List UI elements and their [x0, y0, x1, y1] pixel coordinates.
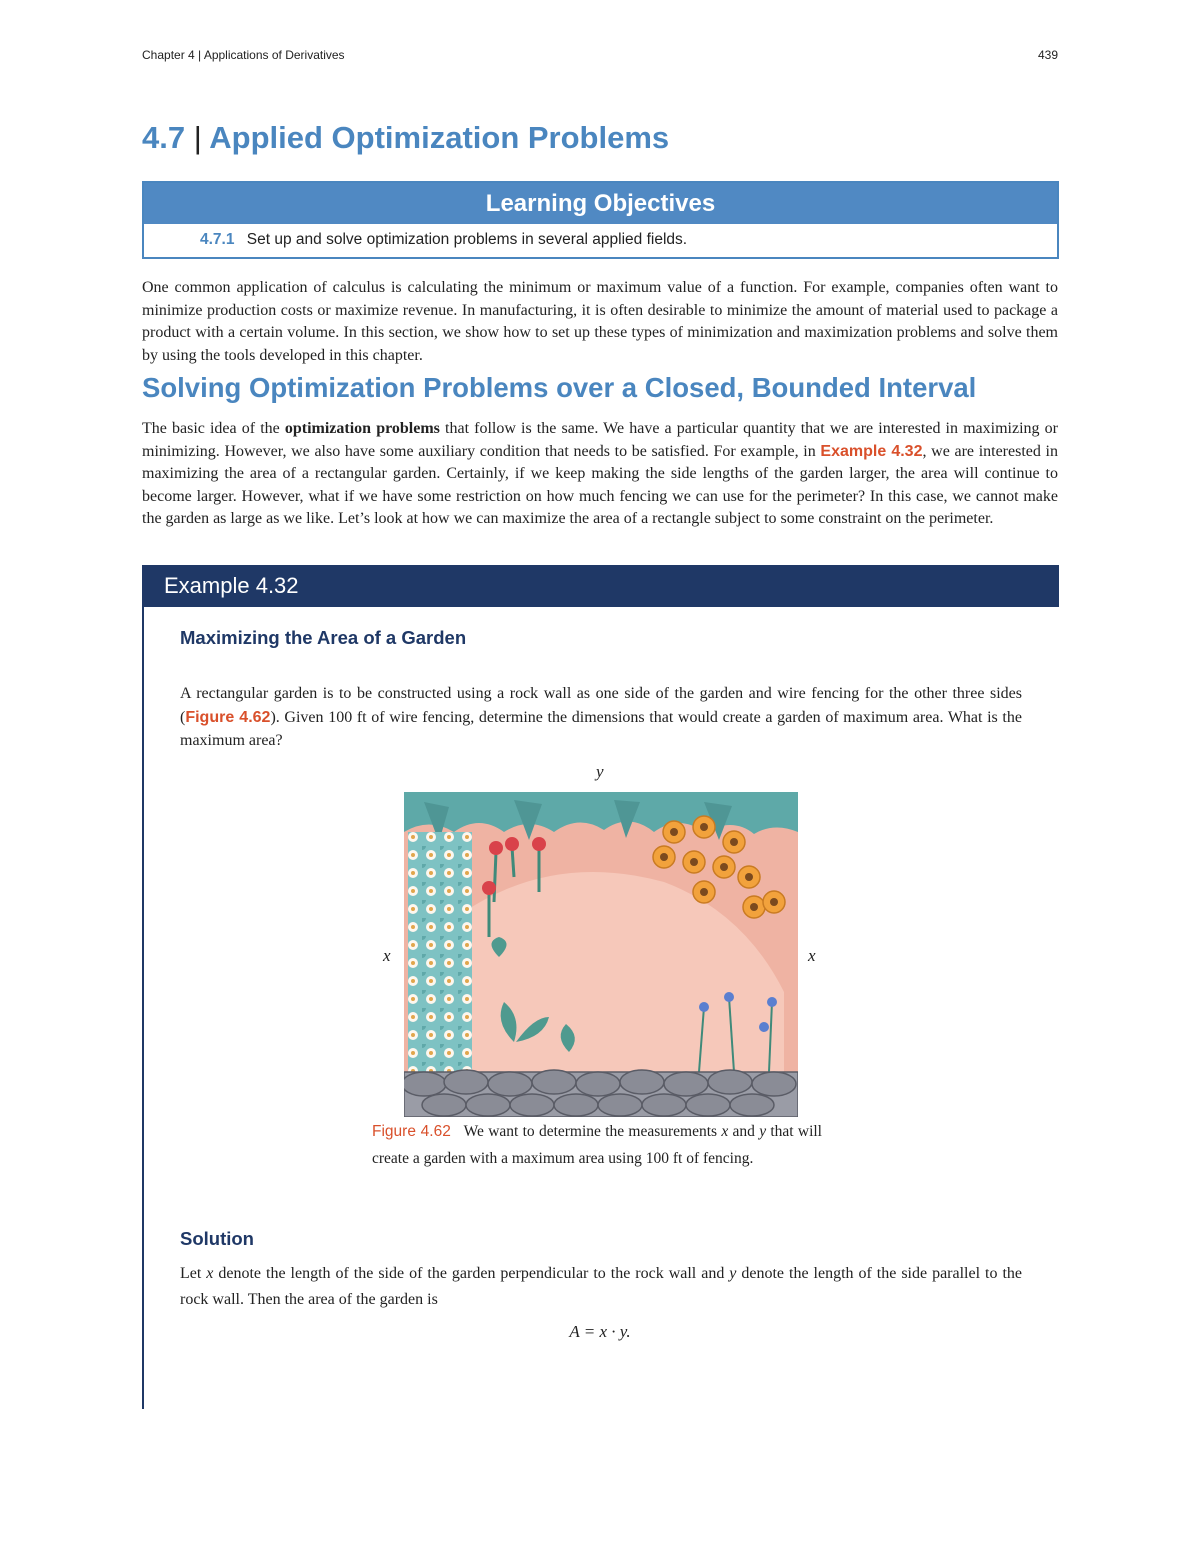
rock-wall [404, 1070, 798, 1117]
fence-amount: 100 ft [328, 708, 367, 726]
solution-text-3: denote the length of the side parallel to the rock wall. Then the area of the garden is [180, 1265, 1022, 1308]
solution-text [180, 1261, 1022, 1312]
example-4-32-link[interactable]: Example 4.32 [820, 442, 923, 460]
figure-caption-and: and [728, 1123, 760, 1140]
learning-objective-number: 4.7.1 [200, 231, 235, 248]
basic-idea-text-2: that follow is the same. We have a particular quantity that we are interested in maximizing or minimizing. However, we also have some auxiliary condition that needs to be satisfied. For example, in [142, 420, 1058, 460]
section-title-text: Applied Optimization Problems [209, 120, 670, 155]
learning-objective-item [144, 224, 1057, 255]
example-left-rule [142, 607, 144, 1409]
solution-var-x: x [206, 1265, 214, 1282]
solution-text-2: denote the length of the side of the garden perpendicular to the rock wall and [213, 1265, 730, 1282]
subsection-title: Solving Optimization Problems over a Closed, Bounded Interval [142, 372, 977, 403]
figure-caption [372, 1118, 822, 1172]
learning-objective-text: Set up and solve optimization problems in several applied fields. [246, 231, 688, 248]
area-equation: A = x · y. [569, 1322, 631, 1341]
figure-4-62-link[interactable]: Figure 4.62 [185, 708, 271, 726]
learning-objectives-box [142, 181, 1059, 259]
learning-objectives-heading: Learning Objectives [144, 183, 1057, 224]
page-number: 439 [1037, 48, 1058, 62]
section-title [142, 120, 669, 156]
figure-label-x-left: x [383, 946, 391, 965]
example-label: Example 4.32 [164, 573, 299, 598]
running-header-text: Chapter 4 | Applications of Derivatives [142, 48, 345, 62]
section-number: 4.7 [142, 120, 186, 155]
figure-caption-var-y: y [759, 1123, 767, 1140]
left-hedge [408, 832, 472, 1072]
running-header [142, 48, 1058, 62]
example-title: Maximizing the Area of a Garden [180, 627, 467, 648]
example-text-3: of wire fencing, determine the dimensions that would create a garden of maximum area. What is the maximum area? [180, 708, 1022, 749]
example-text-1: A rectangular garden is to be constructed using a rock wall as one side of the garden and wire fencing for the other three sides ( [180, 685, 1022, 726]
figure-caption-text-2: that will create a garden with a maximum area using [372, 1123, 822, 1167]
figure-label-x-right: x [808, 946, 816, 965]
basic-idea-paragraph [142, 418, 1058, 531]
solution-var-y: y [729, 1265, 737, 1282]
figure-caption-var-x: x [721, 1123, 729, 1140]
solution-text-1: Let [180, 1265, 207, 1282]
figure-caption-text-1: We want to determine the measurements [463, 1123, 722, 1140]
garden-illustration [404, 792, 798, 1117]
example-header-bar [142, 565, 1059, 607]
section-separator: | [193, 120, 202, 155]
example-text-2: ). Given [270, 708, 329, 726]
example-problem-text [180, 682, 1022, 753]
figure-label-y: y [596, 762, 604, 781]
basic-idea-text-1: The basic idea of the [142, 420, 285, 437]
figure-caption-label: Figure 4.62 [372, 1123, 451, 1140]
optimization-problems-term: optimization problems [284, 420, 440, 437]
figure-caption-fence-amount: 100 ft [645, 1150, 683, 1167]
basic-idea-text-3: , we are interested in maximizing the area of a rectangular garden. Certainly, if we keep making the side lengths of the garden larger, the area will continue to become larger. However, what if we have some restriction on how much fencing we can use for the perimeter? In this case, we cannot make the garden as large as we like. Let’s look at how we can maximize the area of a rectangle subject to some constraint on the perimeter. [142, 442, 1059, 528]
figure-caption-text-3: of fencing. [682, 1150, 754, 1167]
intro-paragraph: One common application of calculus is calculating the minimum or maximum value of a function. For example, companies often want to minimize production costs or maximize revenue. In manufacturing, it is often desirable to minimize the amount of material used to package a product with a certain volume. In this section, we show how to set up these types of minimization and maximization problems and solve them by using the tools developed in this chapter. [142, 279, 1058, 364]
solution-title: Solution [180, 1228, 254, 1249]
